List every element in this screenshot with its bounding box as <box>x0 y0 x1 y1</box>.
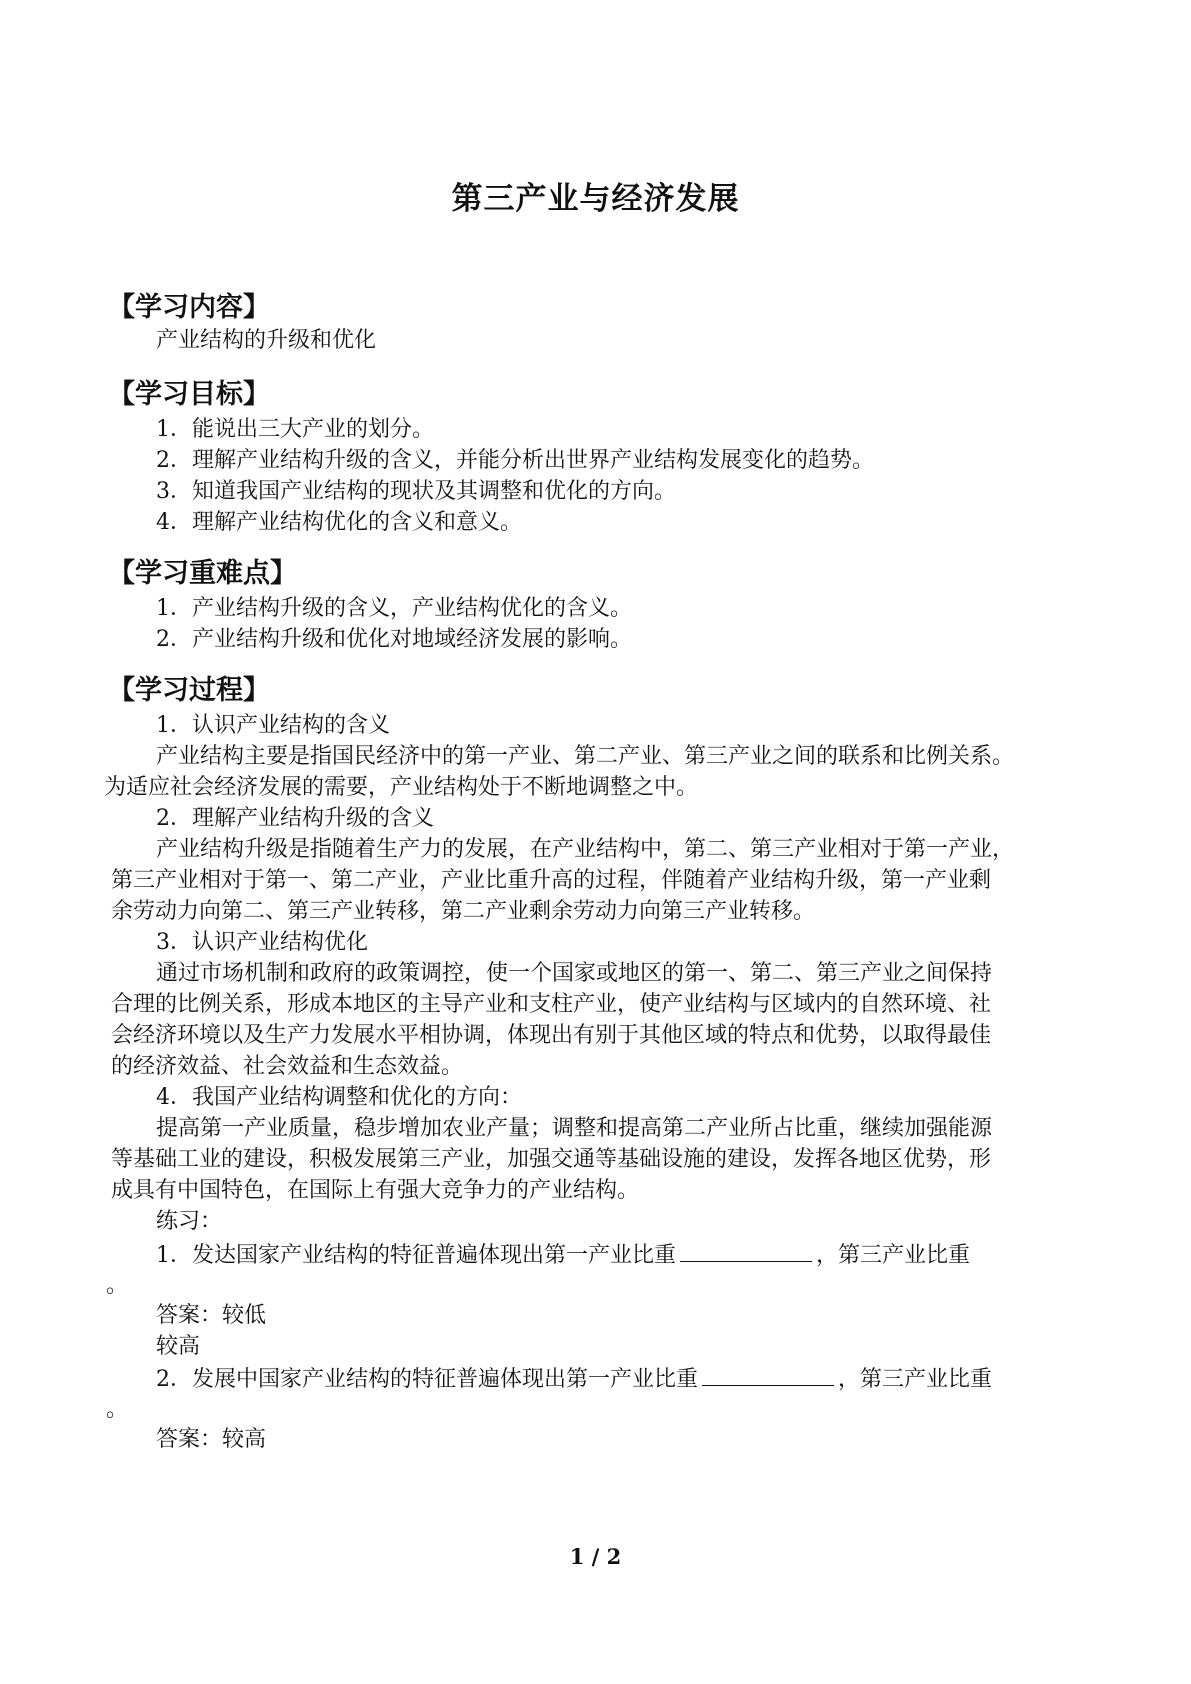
page-number: 1 / 2 <box>569 1544 622 1569</box>
process-line: 等基础工业的建设，积极发展第三产业，加强交通等基础设施的建设，发挥各地区优势，形 <box>111 1147 992 1172</box>
heading-goals: 【学习目标】 <box>108 379 270 410</box>
process-line: 为适应社会经济发展的需要，产业结构处于不断地调整之中。 <box>104 775 699 800</box>
goal-item: 2．理解产业结构升级的含义，并能分析出世界产业结构发展变化的趋势。 <box>156 448 874 473</box>
process-line: 第三产业相对于第一、第二产业，产业比重升高的过程，伴随着产业结构升级，第一产业剩 <box>111 868 992 893</box>
page-title: 第三产业与经济发展 <box>451 181 740 217</box>
answer-2: 答案：较高 <box>156 1427 267 1452</box>
keypoint-item: 1．产业结构升级的含义，产业结构优化的含义。 <box>156 596 632 621</box>
heading-keypoints: 【学习重难点】 <box>108 558 297 589</box>
process-line: 的经济效益、社会效益和生态效益。 <box>111 1054 464 1079</box>
question-2 <box>156 1367 992 1391</box>
question-2-prefix: 2．发展中国家产业结构的特征普遍体现出第一产业比重 <box>156 1367 698 1392</box>
process-line: 会经济环境以及生产力发展水平相协调，体现出有别于其他区域的特点和优势，以取得最佳 <box>111 1023 992 1048</box>
goal-item: 4．理解产业结构优化的含义和意义。 <box>156 510 522 535</box>
process-line: 3．认识产业结构优化 <box>156 930 368 955</box>
question-1-suffix: ，第三产业比重 <box>816 1243 971 1268</box>
process-line: 4．我国产业结构调整和优化的方向： <box>156 1085 522 1110</box>
process-line: 成具有中国特色，在国际上有强大竞争力的产业结构。 <box>111 1178 640 1203</box>
goal-item: 1．能说出三大产业的划分。 <box>156 417 434 442</box>
process-line: 通过市场机制和政府的政策调控，使一个国家或地区的第一、第二、第三产业之间保持 <box>156 961 993 986</box>
heading-process: 【学习过程】 <box>108 675 270 706</box>
practice-label: 练习： <box>156 1209 223 1234</box>
answer-1: 答案：较低 <box>156 1303 267 1328</box>
question-1 <box>156 1243 970 1267</box>
answer-blank-2[interactable] <box>702 1367 834 1386</box>
process-line: 产业结构升级是指随着生产力的发展，在产业结构中，第二、第三产业相对于第一产业， <box>156 837 1015 862</box>
question-1-end: 。 <box>106 1273 129 1298</box>
heading-content: 【学习内容】 <box>108 292 270 323</box>
keypoint-item: 2．产业结构升级和优化对地域经济发展的影响。 <box>156 627 632 652</box>
answer-1-second: 较高 <box>156 1334 201 1359</box>
process-line: 2．理解产业结构升级的含义 <box>156 806 434 831</box>
content-text: 产业结构的升级和优化 <box>156 328 377 353</box>
question-2-end: 。 <box>106 1397 129 1422</box>
process-line: 提高第一产业质量，稳步增加农业产量；调整和提高第二产业所占比重，继续加强能源 <box>156 1116 993 1141</box>
answer-blank-1[interactable] <box>680 1243 812 1262</box>
goal-item: 3．知道我国产业结构的现状及其调整和优化的方向。 <box>156 479 676 504</box>
process-line: 产业结构主要是指国民经济中的第一产业、第二产业、第三产业之间的联系和比例关系。 <box>156 744 1015 769</box>
process-line: 1．认识产业结构的含义 <box>156 713 390 738</box>
question-2-suffix: ，第三产业比重 <box>838 1367 993 1392</box>
question-1-prefix: 1．发达国家产业结构的特征普遍体现出第一产业比重 <box>156 1243 676 1268</box>
process-line: 合理的比例关系，形成本地区的主导产业和支柱产业，使产业结构与区域内的自然环境、社 <box>111 992 992 1017</box>
process-line: 余劳动力向第二、第三产业转移，第二产业剩余劳动力向第三产业转移。 <box>111 899 816 924</box>
